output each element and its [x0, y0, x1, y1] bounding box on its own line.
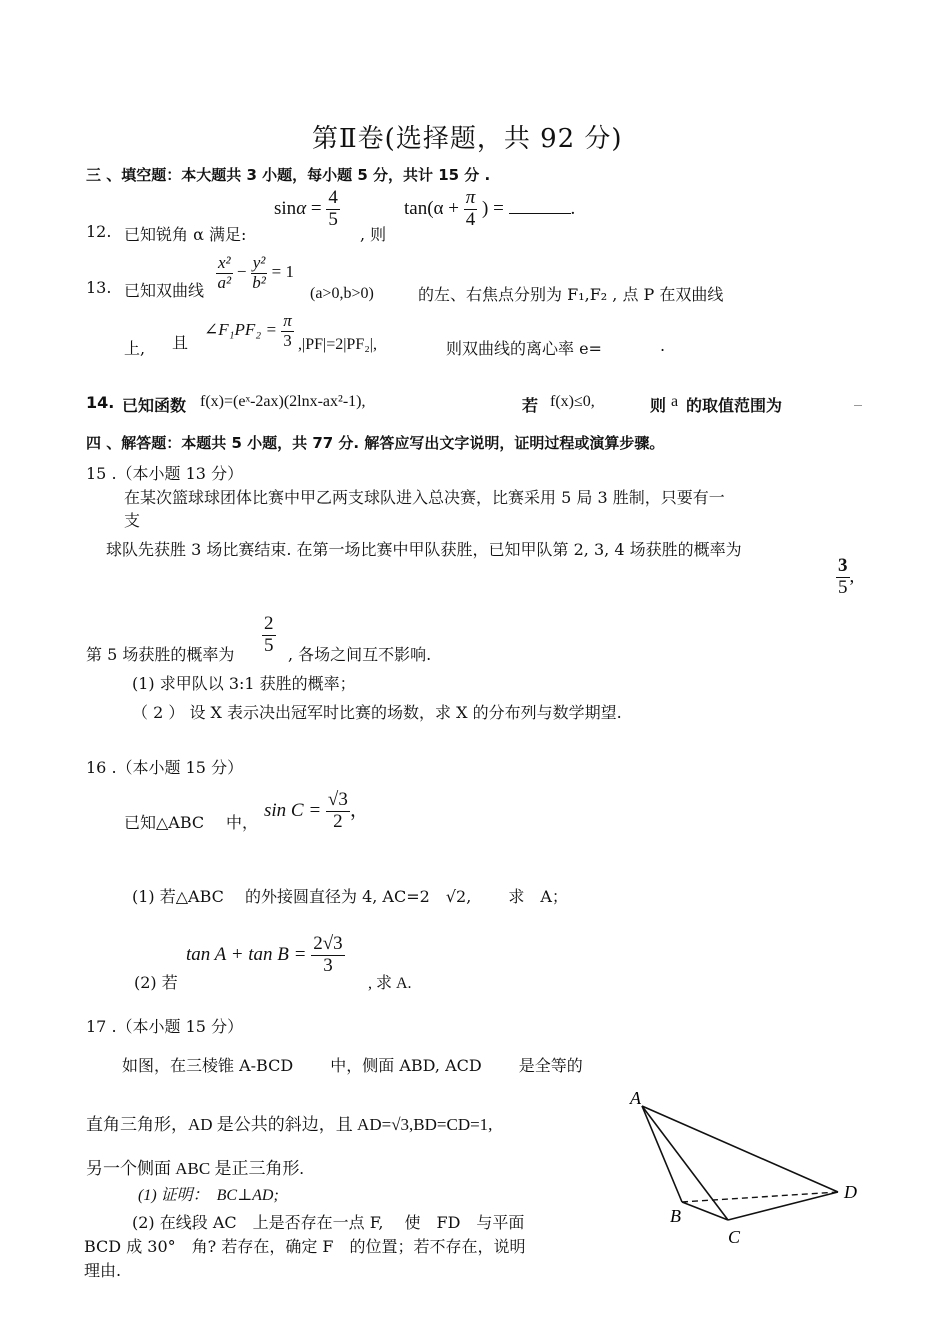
vertex-label-b: B — [670, 1206, 681, 1226]
q16-2sqrt3-fraction — [311, 934, 344, 977]
vertex-label-a: A — [630, 1088, 641, 1108]
q13-pi: π — [283, 311, 292, 330]
q13-y-fraction — [251, 254, 268, 292]
q13-angle-expression — [204, 312, 294, 350]
q16-sub1: (1) 若△ABC 的外接圆直径为 4, AC=2 √2, 求 A； — [132, 887, 568, 906]
vertex-label-d: D — [844, 1182, 857, 1202]
section-3-heading: 三 、填空题：本大题共 3 小题，每小题 5 分，共计 15 分 . — [86, 166, 491, 184]
q16-comma: ， — [349, 799, 369, 821]
q13-text-b: 的左、右焦点分别为 F₁,F₂ , 点 P 在双曲线 — [418, 285, 724, 304]
q17-sub1: (1) 证明： BC⊥AD; — [138, 1187, 279, 1204]
q15-frac2-num: 2 — [264, 613, 274, 634]
q15-frac1-num: 3 — [838, 555, 848, 576]
q13-end: . — [660, 336, 666, 355]
section-4-heading: 四 、解答题：本题共 5 小题，共 77 分. 解答应写出文字说明，证明过程或演算步骤。 — [86, 434, 665, 452]
q13-condition: (a>0,b>0) — [310, 285, 374, 302]
q17-line1: 如图，在三棱锥 A-BCD 中，侧面 ABD, ACD 是全等的 — [122, 1056, 583, 1075]
q16-sqrt3: √3 — [327, 789, 348, 810]
q14-text-c: 则 — [650, 396, 667, 415]
q12-tan-open: tan(α + — [404, 197, 459, 219]
q13-text-c: 上, — [124, 339, 146, 358]
q14-function: f(x)=(eˣ-2ax)(2lnx-ax²-1), — [200, 393, 366, 410]
q12-text: 已知锐角 α 满足: — [124, 225, 247, 244]
q12-answer-blank — [509, 213, 571, 214]
q14-text-a: 已知函数 — [122, 396, 187, 415]
q15-comma: , — [849, 565, 855, 587]
q13-x2: x² — [218, 253, 231, 272]
q12-number: 12. — [86, 222, 112, 241]
q13-pi-fraction — [281, 312, 294, 350]
q15-header: 15 .（本小题 13 分） — [86, 464, 244, 483]
q15-line1: 在某次篮球球团体比赛中甲乙两支球队进入总决赛，比赛采用 5 局 3 胜制，只要有一 — [124, 488, 725, 507]
q14-text-d: a — [671, 393, 679, 410]
q17-header: 17 .（本小题 15 分） — [86, 1017, 244, 1036]
q17-sub2b: BCD 成 30° 角? 若存在，确定 F 的位置；若不存在，说明 — [84, 1237, 526, 1256]
q13-a2: a² — [217, 272, 232, 292]
q15-frac1-den: 5 — [838, 576, 848, 598]
q16-given-b: 中， — [226, 813, 259, 832]
q14-condition: f(x)≤0, — [550, 393, 595, 410]
q12-sin-expression — [274, 188, 340, 231]
q13-text-e: 则双曲线的离心率 e= — [446, 339, 602, 358]
q13-x-fraction — [216, 254, 233, 292]
q15-line1b: 支 — [124, 511, 141, 530]
q17-line3: 另一个侧面 ABC 是正三角形. — [86, 1159, 304, 1178]
q15-fraction-2-5 — [262, 614, 276, 657]
q13-eq1: = 1 — [271, 262, 294, 282]
q12-then: , 则 — [360, 225, 387, 244]
q12-frac-den: 5 — [328, 208, 338, 230]
q12-tan-close: ) = — [482, 197, 504, 219]
q13-minus: − — [236, 262, 247, 282]
q12-four: 4 — [465, 208, 476, 230]
q17-sub2a: (2) 在线段 AC 上是否存在一点 F, 使 FD 与平面 — [132, 1213, 525, 1232]
q15-line3-pre: 第 5 场获胜的概率为 — [86, 645, 235, 664]
q16-sub2-post: , 求 A. — [368, 975, 412, 992]
q15-sub2: （ 2 ） 设 X 表示决出冠军时比赛的场数，求 X 的分布列与数学期望. — [132, 703, 622, 722]
q13-angle: ∠F₁PF₂ = — [204, 320, 277, 340]
q15-line3-post: , 各场之间互不影响. — [288, 645, 432, 664]
q13-hyperbola-equation — [216, 254, 294, 292]
q15-frac2 — [262, 614, 276, 657]
q16-header: 16 .（本小题 15 分） — [86, 758, 244, 777]
q12-eq: = — [310, 197, 322, 219]
q13-number: 13. — [86, 278, 112, 297]
q12-tan-expression — [404, 188, 575, 231]
q15-line2: 球队先获胜 3 场比赛结束. 在第一场比赛中甲队获胜，已知甲队第 2, 3, 4 场获胜的概率为 — [106, 540, 742, 559]
q16-tan-expression — [186, 934, 345, 977]
q15-frac1 — [836, 556, 850, 599]
q15-fraction-3-5 — [836, 556, 854, 599]
q13-y2: y² — [252, 253, 266, 272]
q13-text-d: 且 — [172, 333, 189, 352]
q17-sub2c: 理由. — [84, 1261, 122, 1280]
q12-fraction — [326, 188, 340, 231]
q13-pf-condition: ,|PF|=2|PF₂|, — [298, 336, 378, 353]
q16-sub2-pre: (2) 若 — [134, 973, 178, 992]
q12-pi-fraction — [464, 188, 478, 231]
q16-tan-expr: tan A + tan B = — [186, 943, 307, 965]
q12-alpha: α — [296, 197, 307, 219]
q16-three: 3 — [323, 954, 333, 976]
q16-sinC: sin C = — [264, 799, 322, 821]
q14-answer-blank — [854, 405, 862, 406]
q12-end: . — [570, 197, 576, 219]
q17-line2: 直角三角形，AD 是公共的斜边，且 AD=√3,BD=CD=1, — [86, 1115, 493, 1134]
edge-bd-hidden — [682, 1192, 838, 1202]
q16-given-a: 已知△ABC — [124, 813, 205, 832]
q16-two: 2 — [333, 810, 343, 832]
q16-two-sqrt3: 2√3 — [313, 933, 343, 954]
page-title: 第Ⅱ卷(选择题，共 92 分) — [312, 124, 623, 154]
q16-sqrt3-fraction — [326, 790, 350, 833]
vertex-label-c: C — [728, 1227, 741, 1247]
q12-sin: sin — [274, 197, 297, 219]
q14-text-b: 若 — [522, 396, 539, 415]
tetrahedron-figure — [620, 1080, 880, 1250]
q16-sinC-expression — [264, 790, 369, 833]
q12-frac-num: 4 — [328, 187, 338, 208]
q13-text-a: 已知双曲线 — [124, 281, 205, 300]
edge-ad — [642, 1106, 838, 1192]
q12-pi: π — [465, 187, 476, 208]
q15-frac2-den: 5 — [264, 634, 274, 656]
q14-text-e: 的取值范围为 — [686, 396, 783, 415]
q13-three: 3 — [283, 330, 292, 350]
q13-b2: b² — [252, 272, 266, 292]
q14-number: 14. — [86, 393, 115, 412]
q15-sub1: (1) 求甲队以 3:1 获胜的概率； — [132, 674, 356, 693]
